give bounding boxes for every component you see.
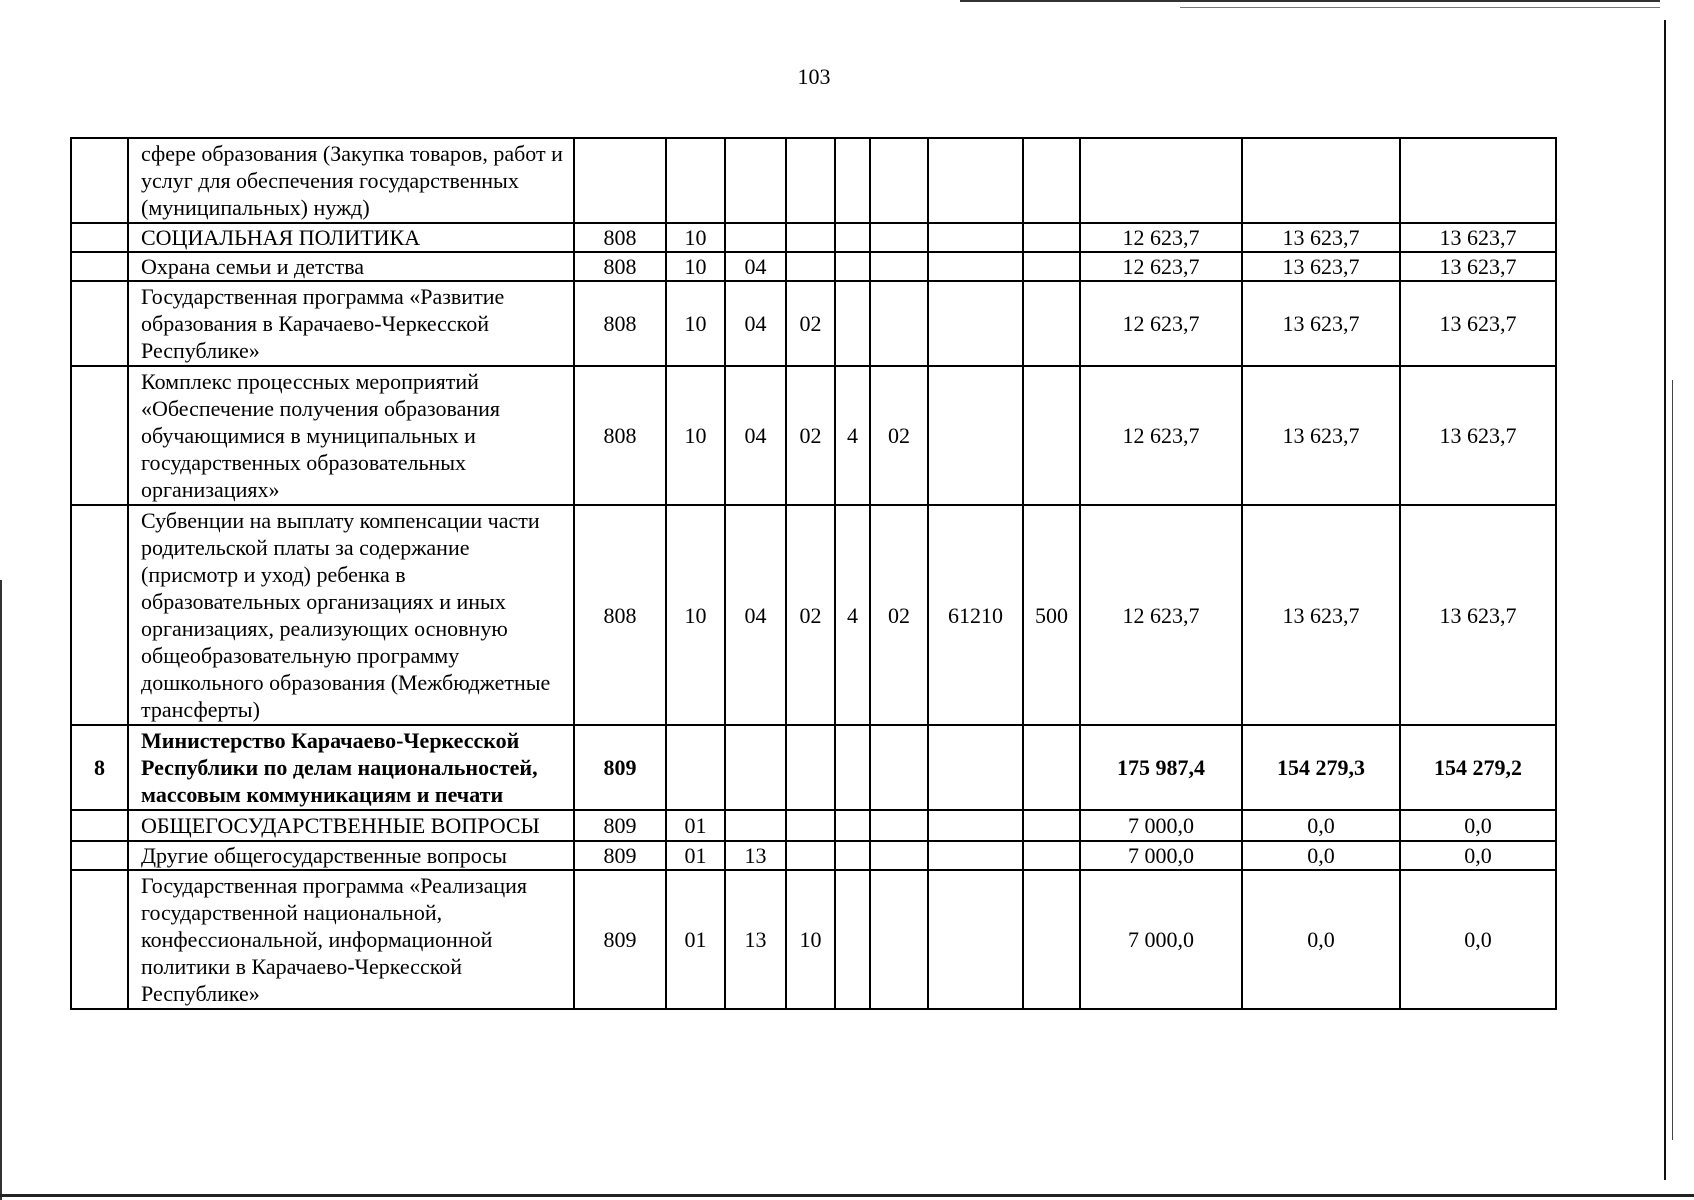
row-name-cell: Субвенции на выплату компенсации части родительской платы за содержание (присмотр и уход) ребенка в образовательных организациях и иных организациях, реализующих основную общеобразовательную программу дошкольного образования (Межбюджетные трансферты) (128, 505, 574, 725)
amount-year1-cell: 12 623,7 (1080, 366, 1242, 505)
amount-year3-cell (1400, 138, 1556, 223)
scan-border-top-inner (1180, 7, 1660, 8)
table-row (71, 505, 1556, 725)
type-code-cell (835, 252, 870, 281)
section-code-cell (666, 138, 725, 223)
direction-code-cell (870, 810, 928, 841)
expense-type-cell: 500 (1023, 505, 1080, 725)
target-article-cell (928, 870, 1023, 1009)
expense-type-cell (1023, 366, 1080, 505)
row-number-cell (71, 810, 128, 841)
scan-border-right-inner (1672, 380, 1673, 1140)
expense-type-cell (1023, 223, 1080, 252)
budget-table (70, 137, 1557, 1010)
amount-year1-cell (1080, 138, 1242, 223)
target-article-cell (928, 366, 1023, 505)
direction-code-cell (870, 252, 928, 281)
expense-type-cell (1023, 870, 1080, 1009)
table-row (71, 252, 1556, 281)
subsection-code-cell: 13 (725, 870, 786, 1009)
subsection-code-cell: 13 (725, 841, 786, 870)
amount-year1-cell: 7 000,0 (1080, 870, 1242, 1009)
section-code-cell: 10 (666, 281, 725, 366)
row-number-cell (71, 841, 128, 870)
row-number-cell (71, 366, 128, 505)
direction-code-cell (870, 725, 928, 810)
amount-year3-cell: 13 623,7 (1400, 505, 1556, 725)
scan-border-right (1664, 20, 1666, 1180)
row-name-cell: ОБЩЕГОСУДАРСТВЕННЫЕ ВОПРОСЫ (128, 810, 574, 841)
program-code-cell (786, 725, 835, 810)
target-article-cell: 61210 (928, 505, 1023, 725)
amount-year2-cell: 13 623,7 (1242, 223, 1400, 252)
table-row (71, 138, 1556, 223)
row-name-cell: Государственная программа «Реализация государственной национальной, конфессиональной, информационной политики в Карачаево-Черкесской Республике» (128, 870, 574, 1009)
target-article-cell (928, 841, 1023, 870)
subsection-code-cell: 04 (725, 366, 786, 505)
row-number-cell (71, 138, 128, 223)
section-code-cell: 10 (666, 505, 725, 725)
program-code-cell (786, 138, 835, 223)
target-article-cell (928, 725, 1023, 810)
amount-year2-cell: 0,0 (1242, 841, 1400, 870)
amount-year2-cell: 154 279,3 (1242, 725, 1400, 810)
section-code-cell: 10 (666, 223, 725, 252)
program-code-cell: 02 (786, 281, 835, 366)
table-row (71, 366, 1556, 505)
type-code-cell (835, 138, 870, 223)
type-code-cell (835, 810, 870, 841)
amount-year2-cell: 0,0 (1242, 870, 1400, 1009)
amount-year1-cell: 12 623,7 (1080, 223, 1242, 252)
type-code-cell: 4 (835, 505, 870, 725)
type-code-cell (835, 223, 870, 252)
ministry-code-cell: 808 (574, 223, 666, 252)
table-row (71, 870, 1556, 1009)
direction-code-cell (870, 138, 928, 223)
page-number: 103 (797, 64, 831, 89)
scan-border-left (0, 580, 2, 1200)
ministry-code-cell: 808 (574, 366, 666, 505)
program-code-cell (786, 810, 835, 841)
amount-year1-cell: 12 623,7 (1080, 505, 1242, 725)
subsection-code-cell (725, 138, 786, 223)
program-code-cell: 02 (786, 366, 835, 505)
section-code-cell: 10 (666, 252, 725, 281)
amount-year2-cell: 13 623,7 (1242, 366, 1400, 505)
direction-code-cell (870, 870, 928, 1009)
ministry-code-cell: 809 (574, 810, 666, 841)
expense-type-cell (1023, 281, 1080, 366)
row-name-cell: Министерство Карачаево-Черкесской Республики по делам национальностей, массовым коммуникациям и печати (128, 725, 574, 810)
amount-year3-cell: 13 623,7 (1400, 223, 1556, 252)
program-code-cell: 10 (786, 870, 835, 1009)
row-number-cell (71, 281, 128, 366)
section-code-cell: 01 (666, 810, 725, 841)
ministry-code-cell: 809 (574, 870, 666, 1009)
amount-year1-cell: 7 000,0 (1080, 841, 1242, 870)
scan-border-bottom (0, 1194, 1694, 1197)
amount-year3-cell: 13 623,7 (1400, 252, 1556, 281)
amount-year3-cell: 13 623,7 (1400, 281, 1556, 366)
budget-table-body (71, 138, 1556, 1009)
amount-year1-cell: 7 000,0 (1080, 810, 1242, 841)
amount-year2-cell: 13 623,7 (1242, 281, 1400, 366)
direction-code-cell: 02 (870, 366, 928, 505)
section-code-cell: 01 (666, 870, 725, 1009)
table-row (71, 810, 1556, 841)
expense-type-cell (1023, 841, 1080, 870)
amount-year1-cell: 175 987,4 (1080, 725, 1242, 810)
amount-year3-cell: 13 623,7 (1400, 366, 1556, 505)
ministry-code-cell: 809 (574, 841, 666, 870)
subsection-code-cell: 04 (725, 252, 786, 281)
amount-year2-cell: 13 623,7 (1242, 505, 1400, 725)
row-name-cell: Другие общегосударственные вопросы (128, 841, 574, 870)
subsection-code-cell (725, 810, 786, 841)
target-article-cell (928, 281, 1023, 366)
table-row (71, 281, 1556, 366)
row-number-cell (71, 505, 128, 725)
table-row (71, 841, 1556, 870)
amount-year2-cell: 0,0 (1242, 810, 1400, 841)
type-code-cell (835, 870, 870, 1009)
ministry-code-cell: 809 (574, 725, 666, 810)
subsection-code-cell: 04 (725, 505, 786, 725)
target-article-cell (928, 252, 1023, 281)
row-name-cell: сфере образования (Закупка товаров, работ и услуг для обеспечения государственных (муниципальных) нужд) (128, 138, 574, 223)
amount-year2-cell: 13 623,7 (1242, 252, 1400, 281)
direction-code-cell (870, 223, 928, 252)
expense-type-cell (1023, 725, 1080, 810)
amount-year3-cell: 154 279,2 (1400, 725, 1556, 810)
row-number-cell: 8 (71, 725, 128, 810)
table-row (71, 725, 1556, 810)
amount-year1-cell: 12 623,7 (1080, 252, 1242, 281)
subsection-code-cell (725, 725, 786, 810)
ministry-code-cell: 808 (574, 281, 666, 366)
type-code-cell (835, 281, 870, 366)
row-name-cell: Охрана семьи и детства (128, 252, 574, 281)
row-name-cell: СОЦИАЛЬНАЯ ПОЛИТИКА (128, 223, 574, 252)
section-code-cell (666, 725, 725, 810)
amount-year3-cell: 0,0 (1400, 841, 1556, 870)
program-code-cell (786, 841, 835, 870)
target-article-cell (928, 138, 1023, 223)
type-code-cell (835, 841, 870, 870)
row-name-cell: Государственная программа «Развитие образования в Карачаево-Черкесской Республике» (128, 281, 574, 366)
row-name-cell: Комплекс процессных мероприятий «Обеспечение получения образования обучающимися в муниципальных и государственных образовательных организациях» (128, 366, 574, 505)
direction-code-cell: 02 (870, 505, 928, 725)
amount-year1-cell: 12 623,7 (1080, 281, 1242, 366)
scan-border-top (960, 0, 1660, 2)
row-number-cell (71, 252, 128, 281)
direction-code-cell (870, 841, 928, 870)
program-code-cell (786, 252, 835, 281)
ministry-code-cell: 808 (574, 252, 666, 281)
direction-code-cell (870, 281, 928, 366)
target-article-cell (928, 223, 1023, 252)
expense-type-cell (1023, 252, 1080, 281)
subsection-code-cell (725, 223, 786, 252)
program-code-cell (786, 223, 835, 252)
ministry-code-cell (574, 138, 666, 223)
amount-year3-cell: 0,0 (1400, 870, 1556, 1009)
row-number-cell (71, 223, 128, 252)
ministry-code-cell: 808 (574, 505, 666, 725)
section-code-cell: 01 (666, 841, 725, 870)
amount-year3-cell: 0,0 (1400, 810, 1556, 841)
amount-year2-cell (1242, 138, 1400, 223)
subsection-code-cell: 04 (725, 281, 786, 366)
expense-type-cell (1023, 138, 1080, 223)
type-code-cell: 4 (835, 366, 870, 505)
section-code-cell: 10 (666, 366, 725, 505)
target-article-cell (928, 810, 1023, 841)
row-number-cell (71, 870, 128, 1009)
table-row (71, 223, 1556, 252)
program-code-cell: 02 (786, 505, 835, 725)
expense-type-cell (1023, 810, 1080, 841)
type-code-cell (835, 725, 870, 810)
